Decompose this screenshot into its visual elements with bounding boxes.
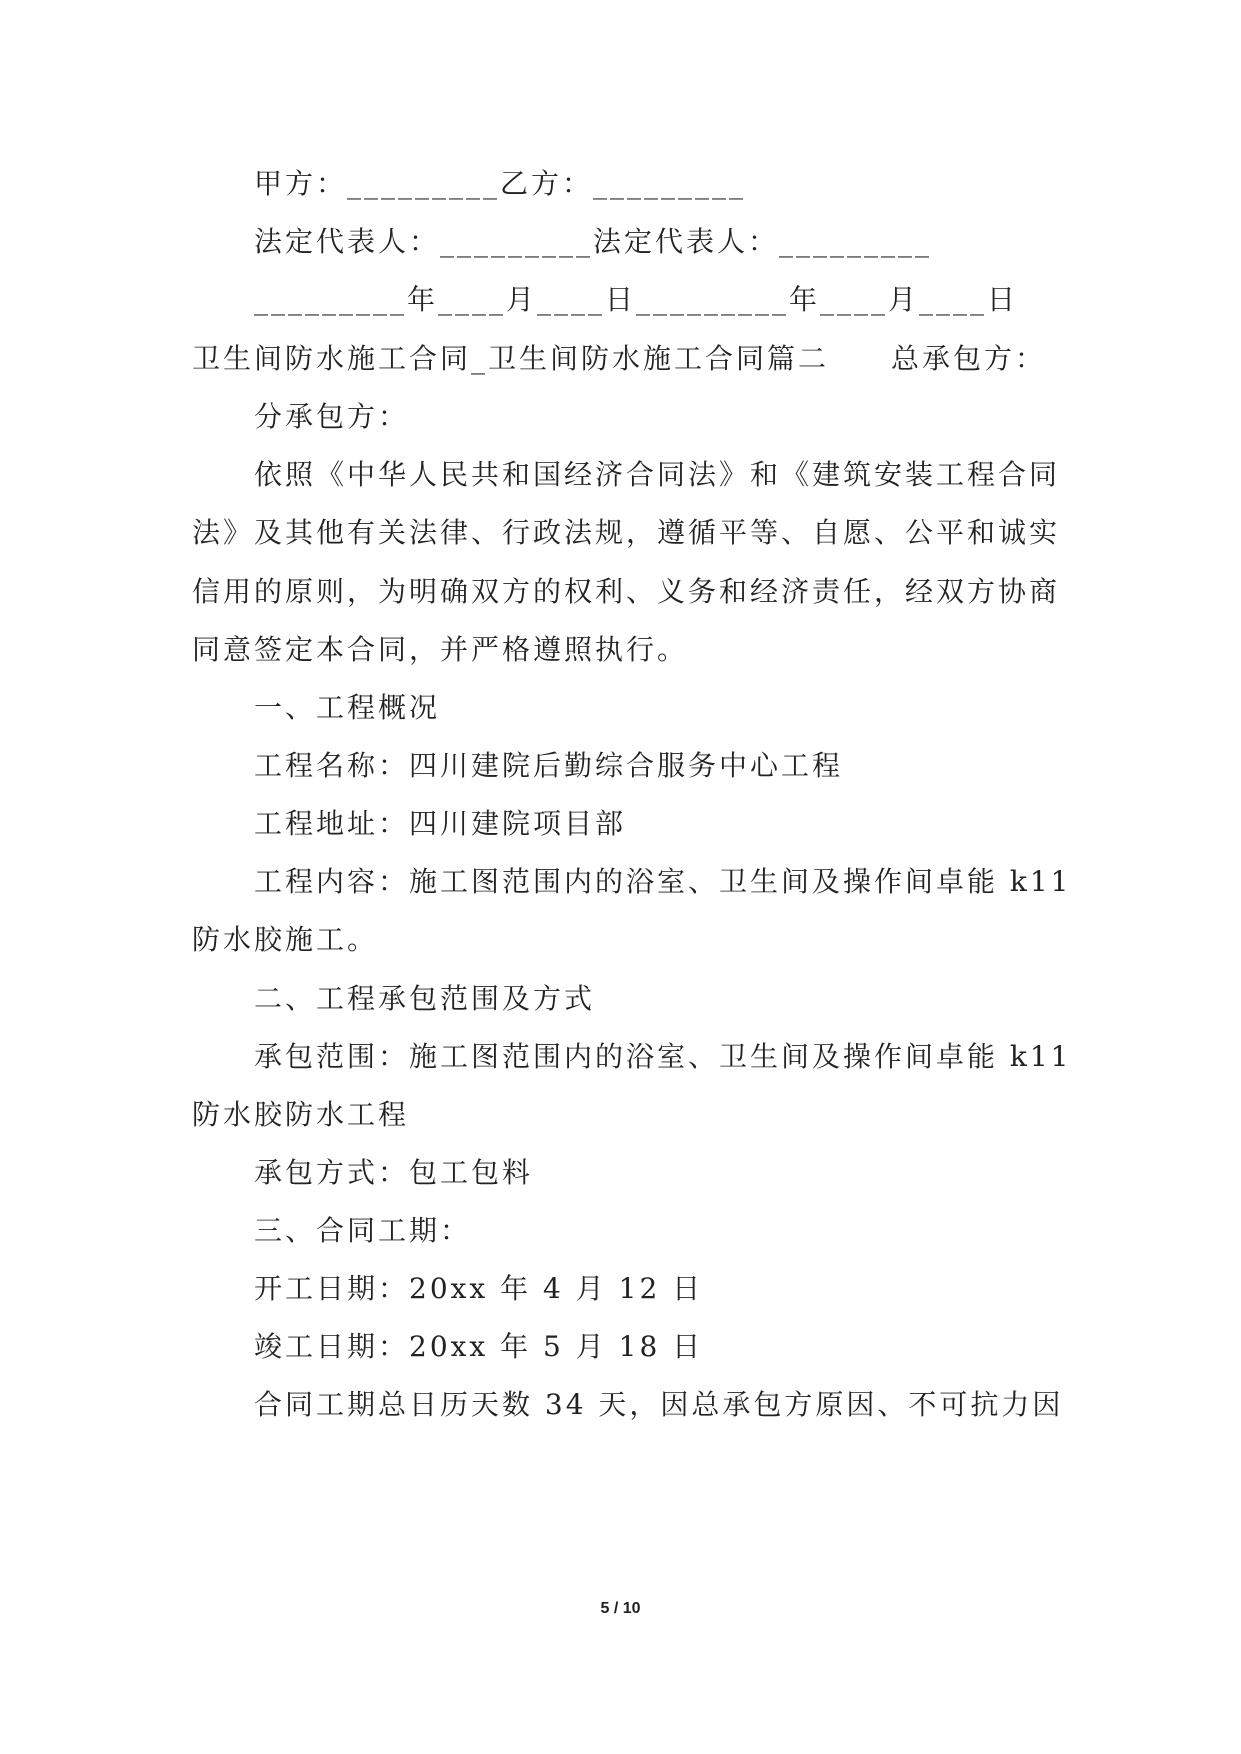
representative-line: 法定代表人：_________法定代表人：_________ <box>254 225 933 258</box>
scope-method: 承包方式：包工包料 <box>254 1156 534 1189</box>
section-title: 卫生间防水施工合同_卫生间防水施工合同篇二 总承包方： <box>192 342 1047 375</box>
duration-paragraph: 合同工期总日历天数 34 天，因总承包方原因、不可抗力因 <box>254 1388 1064 1421</box>
paragraph-line: 同意签定本合同，并严格遵照执行。 <box>192 633 689 666</box>
scope-range-cont: 防水胶防水工程 <box>192 1098 410 1131</box>
heading-scope: 二、工程承包范围及方式 <box>254 982 596 1015</box>
page-number: 5 / 10 <box>600 1600 641 1617</box>
heading-duration: 三、合同工期： <box>254 1214 472 1247</box>
paragraph-line: 依照《中华人民共和国经济合同法》和《建筑安装工程合同 <box>254 458 1061 491</box>
project-name: 工程名称：四川建院后勤综合服务中心工程 <box>254 749 844 782</box>
project-content: 工程内容：施工图范围内的浴室、卫生间及操作间卓能 k11 <box>254 865 1072 898</box>
paragraph-line: 信用的原则，为明确双方的权利、义务和经济责任，经双方协商 <box>192 575 1061 608</box>
scope-range: 承包范围：施工图范围内的浴室、卫生间及操作间卓能 k11 <box>254 1040 1072 1073</box>
date-line: _________年____月____日_________年____月____日 <box>254 283 1019 316</box>
heading-project-overview: 一、工程概况 <box>254 691 441 724</box>
subcontractor-line: 分承包方： <box>254 400 410 433</box>
party-line: 甲方：_________乙方：_________ <box>254 167 747 200</box>
paragraph-line: 法》及其他有关法律、行政法规，遵循平等、自愿、公平和诚实 <box>192 516 1061 549</box>
completion-date: 竣工日期：20xx 年 5 月 18 日 <box>254 1330 704 1363</box>
start-date: 开工日期：20xx 年 4 月 12 日 <box>254 1272 704 1305</box>
project-address: 工程地址：四川建院项目部 <box>254 807 627 840</box>
project-content-cont: 防水胶施工。 <box>192 923 379 956</box>
